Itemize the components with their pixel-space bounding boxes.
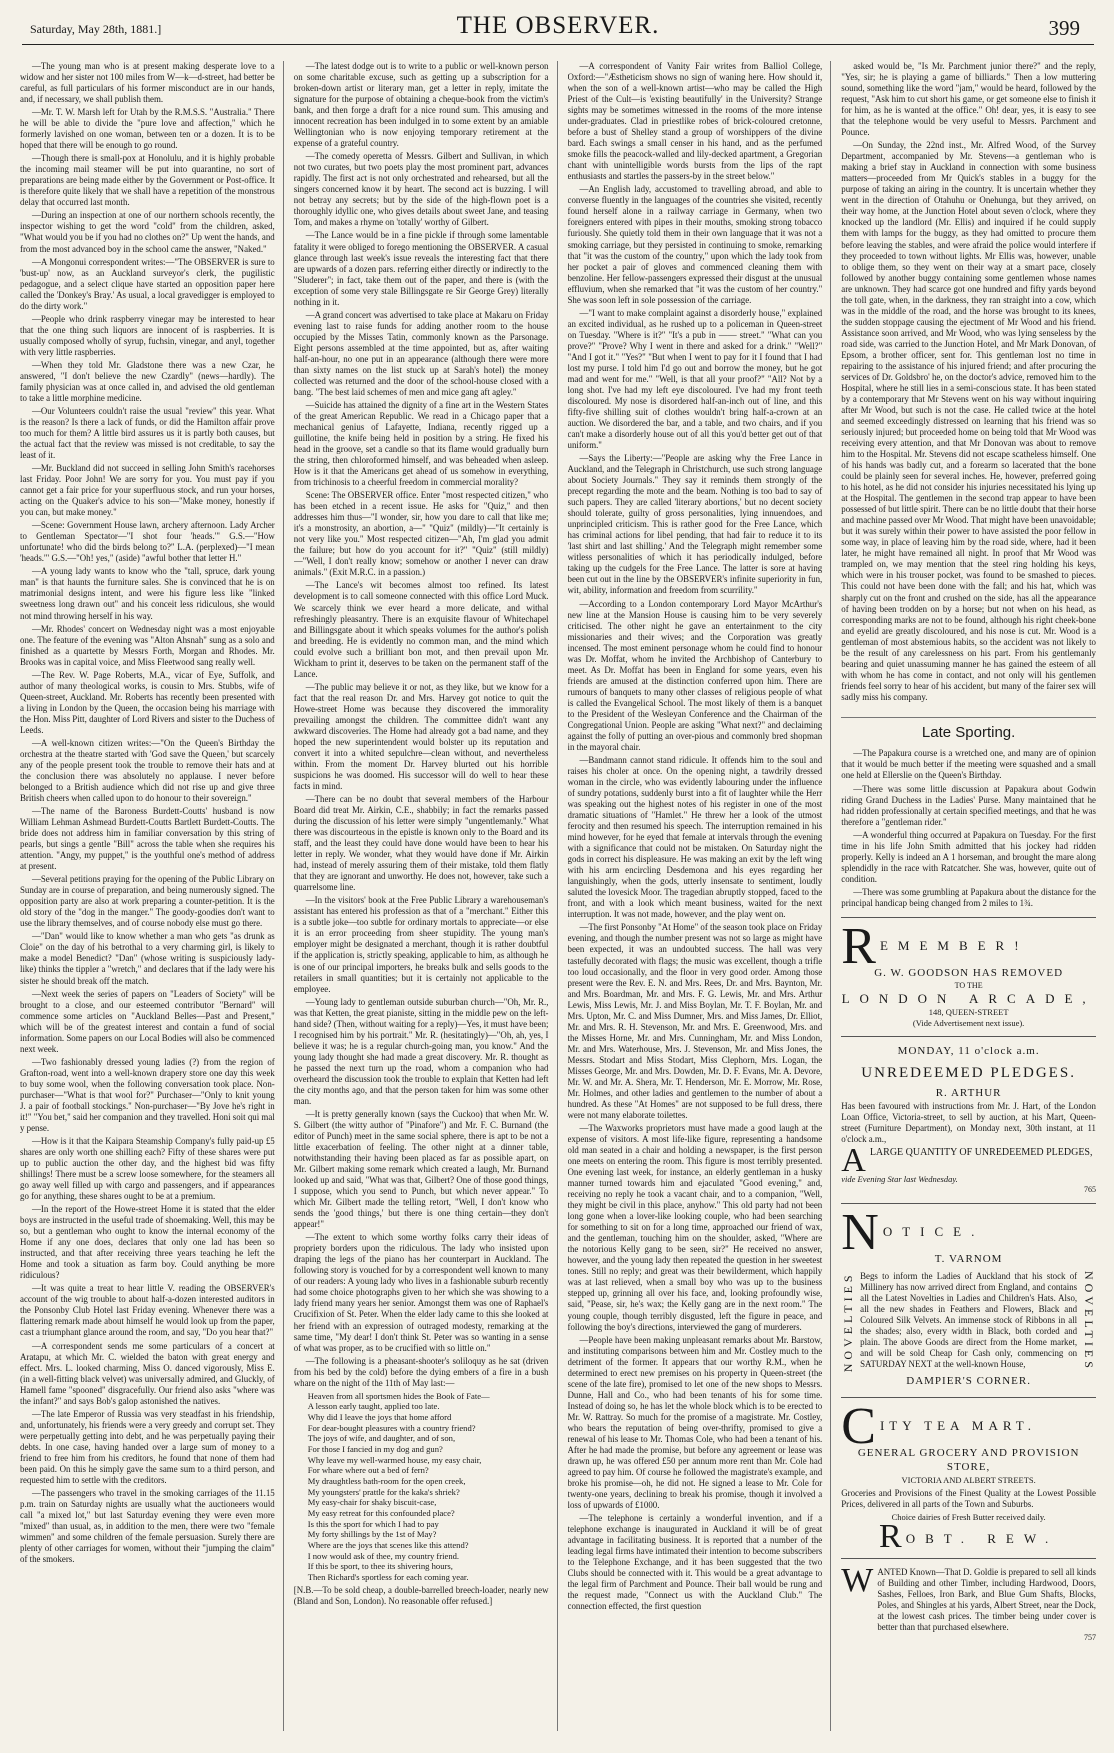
pledges-heading: UNREDEEMED PLEDGES. — [861, 1064, 1076, 1081]
article-paragraph: —The passengers who travel in the smoking carriages of the 11.15 p.m. train on Saturday nights are usually what the auctioneers would call "a mixed lot," but last Saturday evening they were even more "mixed" than usual, as, in addition to the men, there were two "female wimmen" and some children of the female persuasion. Surely there are plenty of other carriages for women, without their "jumping the claim" of the smokers. — [20, 1487, 275, 1565]
article-paragraph: —The late Emperor of Russia was very steadfast in his friendship, and, unfortunately, his friends were a very greedy and corrupt set. They were perpetually getting into debt, and he was perpetually paying their debts. In one case, having handed over a large sum of money to a friend to free him from his creditors, he found that none of them had been paid. On this he simply gave the same sum to a third person, and requested him to settle with the creditors. — [20, 1408, 275, 1485]
dampier-corner: DAMPIER'S CORNER. — [906, 1375, 1031, 1388]
article-paragraph: —A correspondent sends me some particulars of a concert at Aratapu, at which Mr. C. wielded the baton with great energy and effect. Mrs. L. looked charming, Miss O. danced vigorously, Miss E. (in a well-fitting black velvet) was universally admired, and Gluckly, of Hamell fame "spooned" disgracefully. Our friend also asks "where was the infant?" and says Bob's galop astonished the natives. — [20, 1340, 275, 1406]
varnom-name: T. VARNOM — [934, 1253, 1003, 1266]
article-paragraph: —The young man who is at present making desperate love to a widow and her sister not 100 miles from W—k—d-street, had better be careful, as full particulars of his former misconduct are in our hands, and, if necessary, we shall publish them. — [20, 61, 275, 105]
proprietor-sign: OBT. REW. — [905, 1530, 1059, 1546]
article-paragraph: —The extent to which some worthy folks carry their ideas of propriety borders upon the ridiculous. The lady who insisted upon draping the legs of the piano has her counterpart in Auckland. The following story is vouched for by a correspondent well known to many of our readers: A young lady who lives in a fashionable suburb recently had some choice photographs given to her which she was showing to a lady friend many years her senior. Amongst them was one of Raphael's Crucifixion of St. Peter. When the elder lady came to this she looked at her friend with an expression of outraged modesty, remarking at the same time, "My dear! I don't think St. Peter was so wanting in a sense of what was proper, as to be crucified with so little on." — [293, 1232, 549, 1353]
article-paragraph: —Several petitions praying for the opening of the Public Library on Sunday are in course of preparation, and being numerously signed. The opposition party are also at work preparing a counter-petition. It is the old story of the "dog in the manger." The goody-goodies don't want to use the library themselves, and of course nobody else must go there. — [20, 874, 275, 929]
column-3 — [568, 61, 832, 1731]
notice-heading: OTICE. — [882, 1223, 985, 1239]
article-paragraph: —Two fashionably dressed young ladies (?) from the region of Grafton-road, went into a well-known drapery store one day this week to buy some wool, when the following conversation took place. Non-purchaser—"What is that wool for?" Purchaser—"Only to knit young J. a pair of football stockings." Non-purchaser—"By Jove he's right in it!" "You bet," said her companion and they travelled. Honi soit qui mal y pense. — [20, 1056, 275, 1133]
tea-mart-body: Groceries and Provisions of the Finest Quality at the Lowest Possible Prices, delivered in all parts of the Town and Suburbs. — [841, 1488, 1096, 1510]
goodson-arcade: LONDON ARCADE, — [841, 990, 1096, 1006]
article-paragraph: —The comedy operetta of Messrs. Gilbert and Sullivan, in which not two curates, but two poets play the most prominent part, advances rapidly. The first act is not only orchestrated and rehearsed, but all the singers concerned know it by heart. The second act is buzzing. I will not betray any secrets; but by the side of the high-flown poet is a thoroughly idyllic one, who gives details about sweet Jane, and teasing Tom, and makes a rhyme on 'totally' worthy of Gilbert. — [293, 151, 549, 228]
article-paragraph: —Bandmann cannot stand ridicule. It offends him to the soul and raises his choler at once. On the opening night, a tawdrily dressed woman in the circle, who was evidently labouring under the influence of sundry potations, suddenly burst into a fit of laughter while the Herr was speaking out the highest notes of his register in one of the most dramatic situations of "Hamlet." He threw her a look of the utmost ferocity and then resumed his speech. The interruption remained in his mind however, for he eyed that female at intervals through the evening with a significance that could not be mistaken. On Saturday night the gods in correct his displeasure. He was making an exit by the left wing with his arm encircling Desdemona and his eyes regarding her languishingly, when the gods, utterly insensate to sentiment, loudly saluted the lovesick Moor. The tragedian abruptly stopped, faced to the front, and with a look which meant business, waited for the next interruption. It was not made, however, and the play went on. — [567, 754, 823, 920]
notice-advert — [841, 1203, 1096, 1389]
article-paragraph: asked would be, "Is Mr. Parchment junior there?" and the reply, "Yes, sir; he is playing a game of billiards." Then a low muttering sound, something like the word "jam," would be heard, followed by the request, "Ask him to cut short his game, or get someone else to finish it for him, as he is wanted at the office." Oh! dear, yes, it is easy to see that the telephone would be very useful to Messrs. Parchment and Pounce. — [841, 61, 1096, 138]
notice-body: Begs to inform the Ladies of Auckland that his stock of Millinery has now arrived direct from England, and contains all the Latest Novelties in Ladies and Children's Hats. Also, all the new shades in Feathers and Flowers, Black and Coloured Silk Velvets. An immense stock of Ribbons in all the shades; also, every width in Black, both corded and plain. The above Goods are direct from the Home market, and will be sold Cheap for Cash only, commencing on SATURDAY NEXT at the well-known House, — [860, 1270, 1078, 1370]
article-paragraph: —The telephone is certainly a wonderful invention, and if a telephone exchange is inaugurated in Auckland it will be of great advantage in facilitating business. It is reported that a number of the leading legal firms have intimated their intention to become subscribers to the Telephone Exchange, and it has been suggested that the two Clubs should be connected with it. This would be a great advantage to the legal firm of Parchment and Pounce. Their ball would be rung and the request made, "Connect us with the Auckland Club." The connection effected, the first question — [567, 1513, 823, 1612]
tea-mart-heading: ITY TEA MART. — [879, 1417, 1036, 1433]
article-paragraph: —Mr. T. W. Marsh left for Utah by the R.M.S.S. "Australia." There he will be able to divide the "pure love and affection," which he formerly lavished on one woman, between ten or a dozen. It is to be hoped that there will be enough to go round. — [20, 107, 275, 151]
columns — [20, 61, 1096, 1731]
article-paragraph: —How is it that the Kaipara Steamship Company's fully paid-up £5 shares are only worth one shilling each? Fifty of these shares were put up to public auction the other day, and the highest bid was fifty shillings! There must be a screw loose somewhere, for the steamers all go away well filled up with cargo and passengers, and if appearances go for anything, these shares ought to be at a premium. — [20, 1135, 275, 1202]
article-paragraph: —Though there is small-pox at Honolulu, and it is highly probable the incoming mail steamer will be put into quarantine, no sort of preparations are being made either by the Government or Post-office. It is therefore quite likely that we shall have a repetition of the monstrous delay that occurred last month. — [20, 153, 275, 208]
column-1 — [20, 61, 284, 1731]
article-paragraph: —The following is a pheasant-shooter's soliloquy as he sat (driven from his bed by the cold) before the dying embers of a fire in a bush whare on the night of the 11th of May last:— — [293, 1355, 549, 1388]
masthead-title: THE OBSERVER. — [456, 12, 660, 39]
divider — [841, 1036, 1096, 1037]
article-paragraph: —The public may believe it or not, as they like, but we know for a fact that the real reason Dr. and Mrs. Harvey got notice to quit the Howe-street Home was because they discovered the immorality prevailing amongst the children. The committee didn't want any awkward discoveries. The Home had already got a bad name, and they hoped the new superintendent would bolster up its reputation and convert it into a whited sepulchre—clean without, and nevertheless within. From the moment Dr. Harvey blurted out his horrible suspicions he was doomed. His successor will do well to hear these facts in mind. — [293, 681, 549, 791]
article-paragraph: —The Lance would be in a fine pickle if through some lamentable fatality it were obliged to forego mentioning the OBSERVER. A casual glance through last week's issue reveals the interesting fact that there are upwards of a dozen pars. referring either directly or indirectly to the "Sluderer"; in fact, take them out of the paper, and there is (with the exception of some very stale Billingsgate re Sir George Grey) literally nothing in it. — [293, 230, 549, 307]
advert-code: 757 — [1084, 1633, 1096, 1643]
late-sporting-list — [841, 748, 1096, 908]
soliloquy-poem: Heaven from all sportsmen hides the Book of Fate— A lesson early taught, applied too late. Why did I leave the joys that home afford For dear-bought pleasures with a country friend? The joys of wife, and daughter, and of son, For those I fancied in my dog and gun? Why leave my well-warmed house, my easy chair, For whare where out a bed of fern? My draughtless bath-room for the open creek, My youngsters' prattle for the kaka's shriek? My easy-chair for shaky biscuit-case, My easy retreat for this confounded place? Is this the sport for which I had to pay My forty shillings by the 1st of May? Where are the joys that scenes like this attend? I now would ask of thee, my country friend. If this be sport, to thee its shivering hours, Then Richard's sportless for each coming year. — [307, 1390, 490, 1582]
tea-mart-advert — [841, 1397, 1096, 1555]
column-2-articles — [294, 61, 549, 1389]
article-paragraph: —A correspondent of Vanity Fair writes from Balliol College, Oxford:—"Æstheticism shows no sign of waning here. How should it, when the son of a well-known artist—who may be called the High Priest of the Cult—is 'existing beautifully' in the University? Strange sights may be sometimes witnessed in the rooms of the more intense under-graduates. Clad in priestlike robes of brick-coloured cretonne, before a bust of Shelley stand a group of worshippers of the divine bard. Each swings a small censer in his hand, and as the perfumed smoke fills the peacock-walled and lily-decked apartment, a Gregorian chant with unintelligible words bursts from the lips of the rapt enthusiasts and startles the passers-by in the street below." — [567, 61, 823, 182]
drop-cap: W — [841, 1562, 874, 1600]
butter-line: Choice dairies of Fresh Butter received daily. — [891, 1512, 1046, 1523]
article-paragraph: —A well-known citizen writes:—"On the Queen's Birthday the orchestra at the theatre started with 'God save the Queen,' but scarcely any of the people present took the trouble to remove their hats and at the conclusion there was absolutely no applause. I never before belonged to a British audience which did not rise up and give three British cheers when called upon to do honour to their sovereign." — [20, 737, 275, 803]
page-header — [22, 0, 1094, 45]
auctioneer-name: R. ARTHUR — [935, 1087, 1002, 1100]
divider — [841, 917, 1096, 918]
goodson-to: TO THE — [954, 981, 983, 991]
goodson-address: 148, QUEEN-STREET — [928, 1007, 1009, 1018]
article-paragraph: —During an inspection at one of our northern schools recently, the inspector wishing to get the word "cold" from the children, asked, "What would you be if you had no clothes on?" Up went the hands, and from the most advanced boy in the school came the answer, "Naked." — [20, 210, 275, 254]
issue-date: Saturday, May 28th, 1881.] — [30, 22, 162, 36]
sporting-item: —The Papakura course is a wretched one, and many are of opinion that it would be much better if the meeting were squashed and a small one held at Ellerslie on the Queen's Birthday. — [841, 748, 1096, 781]
article-paragraph: —"I want to make complaint against a disorderly house," explained an excited individual, as he rushed up to a policeman in Queen-street on Tuesday. "Where is it?" "It's a pub in —— street." "What can you prove?" "Prove? Why I went in there and asked for a drink." "Well?" "And I got it." "Yes?" "But when I went to pay for it I found that I had lost my purse. I told him I'd go out and borrow the money, but he got mad and went for me." "Well, is that all your proof?" "All? Not by a long shot. I've had my left eye discoloured. I've had my front teeth discoloured. My nose is disordered half-an-inch out of line, and this fifty-five shilling suit of clothes wouldn't bring half-a-crown at an auction. We disordered the bar, and a table, and two chairs, and if you can't make a disorderly house out of all this you'd better get out of that uniform." — [567, 307, 823, 451]
article-paragraph: —Our Volunteers couldn't raise the usual "review" this year. What is the reason? Is there a lack of funds, or did the Hamilton affair prove too much for them? A little bird assures us it is partly both causes, but the actual fact that the review was missed is not creditable, to say the least of it. — [20, 405, 275, 461]
article-paragraph: —Young lady to gentleman outside suburban church—"Oh, Mr. R., was that Ketten, the great pianiste, sitting in the middle pew on the left-hand side? (Then, without waiting for a reply)—Yes, it must have been; I recognised him by his portrait." Mr. R. (hesitatingly)—"Oh, ah, yes, I believe it was; he is a regular church-going man, you know." And the young lady thought she had made a great discovery. Mr. R. thought as he passed the next turn up the road, whom a companion who had overheard the discussion took the trouble to explain that Ketten had left the city months ago, and that the person taken for him was some other man. — [293, 996, 549, 1106]
article-paragraph: —Scene: Government House lawn, archery afternoon. Lady Archer to Gentleman Spectator—"I shot four 'heads.'" G.S.—"How unfortunate! who did the birds belong to?" L.A. (perplexed)—"I mean 'heads.'" G.S.—"Oh! yes," (aside) "awful bother that letter H." — [20, 520, 275, 564]
column-4-articles — [841, 61, 1096, 703]
drop-cap: C — [841, 1397, 876, 1455]
tea-mart-address: VICTORIA AND ALBERT STREETS. — [901, 1474, 1036, 1485]
auction-date: MONDAY, 11 o'clock a.m. — [897, 1045, 1040, 1058]
article-paragraph: —On Sunday, the 22nd inst., Mr. Alfred Wood, of the Survey Department, accompanied by Mr. Stevens—a gentleman who is making a brief stay in Auckland in connection with some business matters—proceeded from Mr Quick's stables in a buggy for the purpose of taking an airing in the country. It is uncertain whether they went in the direction of Otahuhu or Onehunga, but they arrived, on their way home, at the Junction Hotel about seven o'clock, where they knocked up the landlord (Mr. Ellis) and inquired if he could supply them with lamps for the buggy, as they had omitted to procure them before leaving the stables, and were afraid the police would interfere if they proceeded to town without lights. Mr Ellis was, however, unable to oblige them, so they went on their way at a smart pace, closely followed by another buggy containing some gentlemen whose names are unknown. They had scarce got one hundred and fifty yards beyond the toll gate, when, in the darkness, they ran straight into a cow, which was in the middle of the road, and the horse was brought to its knees, the sudden stoppage causing the ejectment of Mr Wood and his friend. Assistance soon arrived, and Mr Wood, who was lying senseless by the road side, was carried to the Junction Hotel, and Mr Mark Donovan, of Epsom, a brother officer, sent for. This gentleman lost no time in repairing to the assistance of his injured friend; and after procuring the services of Dr. Goldsbro' he, on the doctor's advice, removed him to the Hospital, where he still lies in a semi-conscious state. It has been stated by a contemporary that Mr Stevens went on his way without inquiring after Mr Wood, but such is not the case. He called twice at the hotel and seemed exceedingly distressed on learning that his friend was so seriously injured; but proceeded home on being told that Mr Wood was receiving every attention, and that Mr Donovan was about to remove him to the Hospital. Mr. Stevens did not escape scatheless himself. One of his hands was badly cut, and a forearm so lacerated that the bone could be plainly seen for several inches. He, however, preferred going to his hotel, as he did not consider his injuries necessitated his lying up at the Hospital. The gentlemen in the second trap appear to have been possessed of but little spirit. There can be no little doubt that their horse and machine passed over Mr Wood. That might have been unavoidable; but it was surely within their power to have assisted the poor fellow in some way, in place of leaving him by the road side, where, had it been later, he might have remained all night. In proof that Mr Wood was trampled on, we may mention that the steel ring holding his keys, which were in his trouser pocket, was found to be smashed to pieces. This could not have been done with the fall; and his hat, which was sharply cut on the front and crushed on the side, has all the appearance of having been trodden on by a horse; but not when on his head, as corresponding marks are not to be found, although his right cheek-bone and eyelid are greatly discoloured, and his nose is cut. Mr. Wood is a gentleman of most abstemious habits, so the accident was not likely to be the result of any carelessness on his part. From his gentlemanly bearing and quiet unassuming manner he has gained the esteem of all with whom he has come in contact, and not only will his gentlemen friends feel sorry to hear of his accident, but many of the fairer sex will sadly miss his company. — [841, 140, 1096, 702]
goodson-vide: (Vide Advertisement next issue). — [912, 1017, 1025, 1028]
article-paragraph: —In the report of the Howe-street Home it is stated that the elder boys are instructed in the useful trade of shoemaking. Well, this may be so, but a gentleman who ought to know the internal economy of the Home if any one does, declares that only one lad has been so instructed, and that after receiving three years teaching he left the Home and took a situation as farm boy. Could anything be more ridiculous? — [20, 1204, 275, 1281]
sporting-item: —There was some little discussion at Papakura about Godwin riding Grand Duchess in the Ladies' Purse. Many maintained that he had ridden professionally at certain specified meetings, and that he was therefore a "gentleman rider." — [841, 783, 1096, 827]
divider — [841, 1203, 1096, 1204]
column-4 — [841, 61, 1096, 1731]
drop-cap: R — [841, 917, 876, 975]
drop-cap: N — [841, 1203, 879, 1261]
grocery-line: GENERAL GROCERY AND PROVISION STORE, — [857, 1447, 1080, 1474]
article-paragraph: —The name of the Baroness Burdett-Coutts' husband is now William Lehman Ashmead Burdett-Coutts Bartlett Burdett-Coutts. The bride does not address him in familiar conversation by this string of pearls, but sings a gentle "Bill" across the table when she requires his attention. "Angy, my puppet," is the youthful one's method of address at present. — [20, 806, 275, 872]
remember-heading: EMEMBER! — [879, 937, 1029, 953]
column-2 — [294, 61, 558, 1731]
article-paragraph: —According to a London contemporary Lord Mayor McArthur's new line at the Mansion House is causing him to be very severely criticised. The other night he gave an entertainment to the city missionaries and their wives; and the Corporation was greatly incensed. The most eminent personage whom he could find to honour was Dr. Moffat, whom he invited the Archbishop of Canterbury to meet. As Dr. Moffat has been in England for some years, even his friends are amused at the distinction conferred upon him. There are rumours of banquets to many other classes of religious people of what is called the Evangelical School. The most likely of them is a banquet to the President of the Wesleyan Conference and the Chairman of the Congregational Union. People are asking "What next?" and declaiming against the folly of putting an over-pious and commonly bred shopman in the mayoral chair. — [567, 598, 823, 752]
article-paragraph: —The Waxworks proprietors must have made a good laugh at the expense of visitors. A most life-like figure, representing a handsome old man seated in a chair and holding a newspaper, is the first person one meets on entering the room. This figure is most terribly presented. One evening last week, for instance, an elderly gentleman in a husky manner turned towards him and ejaculated "Good evening," and, receiving no reply he took a vacant chair, and to a companion, "Well, they might be civil in this place, anyhow." This old party had not been long gone when a lover-like looking couple, who had been searching for something to sit on for a long time, approached our friend of wax, and the gentleman, touching him on the shoulder, asked, "Where are the notorious Kelly gang to be seen, sir?" He received no answer, however, and the young lady then repeated the question in her sweetest tones. Still no reply; and great was their bewilderment, which happily was at last relieved, when a small boy who was up to the business stepped up, grinning all over his face, and, looking profoundly wise, said, "Pease, sir, he's wax; the Kelly gang are in the next room." The young couple, though terribly disgusted, left the figure in peace, and following the boy's directions, interviewed the gang of murderers. — [567, 1122, 823, 1332]
advert-code: 765 — [1084, 1184, 1096, 1194]
novelties-left: NOVELTIES — [841, 1271, 856, 1373]
pledges-vide: vide Evening Star last Wednesday. — [841, 1174, 958, 1185]
page-number: 399 — [1048, 16, 1080, 40]
article-paragraph: —Mr. Buckland did not succeed in selling John Smith's racehorses last Friday. Poor John! We are sorry for you. You must pay if you cannot get a fair price for your superfluous stock, and run your horses, acting on the Quaker's advice to his son—"Make money, honestly if you can, but make money." — [20, 463, 275, 518]
goldie-body: ANTED Known—That D. Goldie is prepared to sell all kinds of Building and other Timber, including Hardwood, Doors, Sashes, Felloes, Iron Bark, and Blue Gum Shafts, Blocks, Poles, and Shingles at his yards, Albert Street, near the Dock, at the lowest cash prices. The timber being under cover is better than that purchased elsewhere. — [877, 1567, 1096, 1633]
article-paragraph: —Suicide has attained the dignity of a fine art in the Western States of the great American Republic. We read in a Chicago paper that a mechanical genius of Lafayette, Indiana, recently rigged up a guillotine, the knife being held in position by a string. He fixed his head in the groove, set a candle so that its flame would gradually burn the string, then chloroformed himself, and was beheaded when asleep. How is it that the Americans get ahead of us somehow in everything, from trichinosis to a cheerful freedom in commercial morality? — [293, 399, 549, 488]
article-paragraph: —It was quite a treat to hear little V. reading the OBSERVER's account of the wig trouble to about half-a-dozen interested auditors in the Ponsonby Club Hotel last Friday evening. Whenever there was a flattering remark made about himself he would look up from the paper, cast a triumphant glance around the room, and say, "Do you hear that?" — [20, 1283, 275, 1338]
article-paragraph: —People who drink raspberry vinegar may be interested to hear that the one thing such liquors are innocent of is raspberries. It is usually composed wholly of syrup, fuchsin, vinegar, and anyl, together with very little raspberries. — [20, 313, 275, 357]
goodson-line: G. W. GOODSON HAS REMOVED — [874, 967, 1064, 980]
article-paragraph: —An English lady, accustomed to travelling abroad, and able to converse fluently in the languages of the countries she visited, recently found herself alone in a railway carriage in Germany, when two foreigners entered with pipes in their mouths, smoking strong tobacco furiously. She quietly told them in their own language that it was not a smoking carriage, but they persisted in continuing to smoke, remarking that "it was the custom of the country," upon which the lady took from her pocket a pair of gloves and commenced cleaning them with benzoline. Her fellow-passengers expressed their disgust at the unusual effluvium, when she remarked that "it was the custom of her country." She was soon left in sole possession of the carriage. — [567, 184, 823, 305]
poem-note: [N.B.—To be sold cheap, a double-barrelled breech-loader, nearly new (Bland and Son, London). No reasonable offer refused.] — [293, 1584, 549, 1606]
article-paragraph: —People have been making unpleasant remarks about Mr. Barstow, and instituting comparisons between him and Mr. Costley much to the detriment of the former. It appears that our worthy R.M., when he determined to erect new premises on his property in Queen-street (the scene of the late fire), promised to let one of the new shops to Messrs. Dunne, Hall and Co., who had been tenants of his for some time. Instead of doing so, he has let the whole block which is to be erected to Mr. W. Rattray. So much for the promise of a magistrate. Mr. Costley, who bears the reputation of being over-thrifty, promised to give a renewal of his lease to Mr. Thomas Cole, who had been a tenant of his. After he had made the promise, but before any agreement or lease was drawn up, he was offered £50 per annum more rent than Mr. Cole had agreed to pay him. Of course he followed the magistrate's example, and broke his promise—oh, he did not. He signed a lease to Mr. Cole for twenty-one years, declining to break his promise, though it involved a loss of upwards of £1000. — [567, 1334, 823, 1511]
late-sporting-heading: Late Sporting. — [841, 717, 1096, 743]
sporting-item: —A wonderful thing occurred at Papakura on Tuesday. For the first time in his life John Smith admitted that his jockey had ridden properly. Kelly is indeed an A 1 horseman, and brought the mare along splendidly in the race with Ratcatcher. She was, however, quite out of condition. — [841, 829, 1096, 884]
divider — [841, 1558, 1096, 1559]
pledges-quantity: LARGE QUANTITY OF UNREDEEMED PLEDGES, — [869, 1147, 1093, 1159]
drop-cap: A — [841, 1142, 866, 1180]
arthur-advert — [841, 1045, 1096, 1195]
article-paragraph: —A Mongonui correspondent writes:—"The OBSERVER is sure to 'bust-up' now, as an Auckland surveyor's clerk, the pugilistic pedagogue, and a select clique have started an opposition paper here called the 'Donkey's Bray.' As usual, a local gravedigger is employed to do the dirty work." — [20, 256, 275, 311]
novelties-right: NOVELTIES — [1082, 1271, 1096, 1373]
goldie-advert — [841, 1562, 1096, 1643]
article-paragraph: —The first Ponsonby "At Home" of the season took place on Friday evening, and though the number present was not so large as might have been expected, it was an undoubted success. The hall was very tastefully decorated with flags; the music was excellent, though a trifle too loud occasionally, and the floor in very good order. Among those present were the Rev. E. N. and Mrs. Rees, Dr. and Mrs. Baynton, Mr. and Mrs. Boardman, Mr. and Mrs. F. G. Lewis, Mr. and Mrs. Arthur Lewis, Miss Lewis, Mr. J. and Miss Boylan, Mr. T. F. Boylan, Mr. and Mrs. Upton, Mr. C. and Miss Dumner, Mrs. and Miss James, Dr. Elliot, Mr. and Mrs. R. H. Stevenson, Mr. and Mrs. E. Greenwood, Mrs. and the Misses Horne, Mr. and Mrs. Cunningham, Mr. and Miss London, Mr. and Mrs. Waterhouse, Mrs. J. Stevenson, Mr. and Miss Jones, the Messrs. Stodart and Miss Stodart, Miss Clephorn, Mrs. Logan, the Misses George, Mr. and Mrs. Dowden, Mr. D. F. Evans, Mr. A. Devore, Mr. W. and Mr. A. Shera, Mr. T. Henderson, Mr. E. Morrow, Mr. Rose, Mr. Holmes, and other ladies and gentlemen to the number of about a hundred. As these "At Homes" are not supposed to be full dress, there were not many elaborate toilettes. — [567, 922, 823, 1120]
divider — [841, 1397, 1096, 1398]
article-paragraph: —Next week the series of papers on "Leaders of Society" will be brought to a close, and our esteemed contributor "Bernard" will commence some articles on "Auckland Belles—Past and Present," which will be of the greatest interest and contain a fund of social information. Some papers on our Local Bodies will also be commenced next week. — [20, 988, 275, 1054]
article-paragraph: —Mr. Rhodes' concert on Wednesday night was a most enjoyable one. The feature of the evening was "Alton Ahsnah" sung as a solo and finished as a quartette by Messrs Forth, Morgan and Rhodes. Mr. Brooks was in capital voice, and Miss Fleetwood sang really well. — [20, 623, 275, 667]
goodson-advert — [841, 917, 1096, 1028]
article-paragraph: —The latest dodge out is to write to a public or well-known person on some charitable excuse, such as getting up a subscription for a broken-down artist or literary man, get a letter in reply, imitate the signature for the purpose of obtaining a cheque-book from the victim's bank, and then forge a draft for a nice round sum. This amusing and innocent recreation has been indulged in to some extent by an amiable Wellingtonian who is now enjoying temporary retirement at the expense of a grateful country. — [293, 61, 549, 149]
article-paragraph: —When they told Mr. Gladstone there was a new Czar, he answered, "I don't believe the new Czardly" (news—hardly). The family physician was at once called in, and advised the old gentleman to take a little morphine medicine. — [20, 359, 275, 403]
sporting-item: —There was some grumbling at Papakura about the distance for the principal handicap being changed from 2 miles to 1¾. — [841, 886, 1096, 908]
article-paragraph: Scene: The OBSERVER office. Enter "most respected citizen," who has been etched in a recent issue. He asks for "Quiz," and then addresses him thus—"I wonder, sir, how you dare to call that like me; it's a monstrosity, an abortion, a—" "Quiz" (mildly)—"It certainly is not very like you." Most respected citizen—"Ah, I'm glad you admit the failure; but how do you account for it?" "Quiz" (still mildly)—"Well, I don't really know; somehow or another I never can draw animals." (Exit M.R.C. in a passion.) — [293, 490, 549, 578]
article-paragraph: —In the visitors' book at the Free Public Library a warehouseman's assistant has entered his profession as that of a "merchant." Either this is a subtle joke—too subtle for ordinary mortals to appreciate—or else it is an error proceeding from sheer stupidity. The young man's employer might be designated a merchant, though it is rather doubtful if the application is, strictly speaking, applicable to him, as although he is one of our principal importers, he breaks bulk and sells goods to the retailers in small quantities; but it is certainly not applicable to the employee. — [293, 895, 549, 994]
article-paragraph: —It is pretty generally known (says the Cuckoo) that when Mr. W. S. Gilbert (the witty author of "Pinafore") and Mr. F. C. Burnand (the editor of Punch) meet in the same social sphere, there is apt to be not a little exacerbation of feeling. The other night at a dinner table, notwithstanding their having been placed as far as possible apart, on Mr. Gilbert making some remark which created a laugh, Mr. Burnand looked up and said, "What was that, Gilbert? One of those good things, I suppose, which you send to Punch, but which never appear." To which Mr. Gilbert made the telling retort, "Well, I don't know who sends the 'good things,' but there is one thing certain—they don't appear!" — [293, 1108, 549, 1230]
article-paragraph: —The Lance's wit becomes almost too refined. Its latest development is to call someone connected with this office Lord Muck. We scarcely think we ever heard a more delicate, and withal refreshingly pleasantry. There is an exquisite flavour of Whitechapel and Billingsgate about it which speaks volumes for the author's polish and breeding. He is evidently no common man, and the mind which could evolve such a brilliant bon mot, and then prevail upon Mr. Wickham to print it, deserves to be taken on the permanent staff of the Lance. — [293, 580, 549, 679]
drop-cap: R — [879, 1517, 902, 1555]
article-paragraph: —A grand concert was advertised to take place at Makaru on Friday evening last to raise funds for adding another room to the house occupied by the Misses Tatin, commonly known as the Parsonage. Eight persons assembled at the time appointed, but as, after waiting half-an-hour, no one put in an appearance (although there were more than sixty names on the list stuck up at Sarah's hotel) the money collected was returned and the door of the school-house closed with a bang. "The best laid schemes of men and mice gang aft agley." — [293, 309, 549, 397]
article-paragraph: —A young lady wants to know who the "tall, spruce, dark young man" is that haunts the furniture sales. She is convinced that he is on matrimonial designs intent, and were his figure less like "linked sweetness long drawn out" and his conceit less ridiculous, she would not mind throwing herself in his way. — [20, 566, 275, 621]
article-paragraph: —There can be no doubt that several members of the Harbour Board did treat Mr. Airkin, C.E., shabbily; in fact the remarks passed during the discussion of his letter were simply "ungentlemanly." What there was discourteous in the epistle is known only to the Board and its staff, and the least they could have done would have been to hear his letter in reply. We wonder, what they would have done if Mr. Airkin had, instead of merely assuring them of their mistake, told them flatly that they are ignorant and unworthy. He does not, however, take such a quarrelsome line. — [293, 794, 549, 893]
article-paragraph: —The Rev. W. Page Roberts, M.A., vicar of Eye, Suffolk, and author of many theological works, is cousin to Mrs. Stubbs, wife of Queen-street, Auckland. Mr. Roberts has recently been presented with a living in London by the Queen, the occasion being his marriage with the Hon. Miss Pitt, daughter of Lord Rivers and sister to the Duchess of Leeds. — [20, 669, 275, 735]
article-paragraph: —"Dan" would like to know whether a man who gets "as drunk as Cloie" on the day of his betrothal to a very charming girl, is likely to make a model Benedict? "Dan" (whose writing is suspiciously lady-like) thinks the tippler a "wretch," and declares that if the lady were his sister he should break off the match. — [20, 931, 275, 986]
article-paragraph: —Says the Liberty:—"People are asking why the Free Lance in Auckland, and the Telegraph in Christchurch, use such strong language about Society Journals." They say it reminds them strongly of the precept regarding the mote and the beam. Nothing is too bad to say of such papers. They are called 'literary abortions,' but no decent society should tolerate, guilty of gross personalities, lying innuendoes, and unprincipled criticism. This is rather good for the Free Lance, which has criminal actions for libel pending, that had fair to reduce it to its 'last shirt and last shilling.' And the Telegraph might remember some witless personalities of which it has periodically indulged, before taking up the cudgels for the Free Lance. The latter is sore at having been cut out in the line by the OBSERVER's infinite superiority in fun, wit, ability, information and freedom from scurrility." — [567, 453, 823, 596]
arthur-body: Has been favoured with instructions from Mr. J. Hart, of the London Loan Office, Victoria-street, to sell by auction, at his Mart, Queen-street (Furniture Department), on Monday next, 30th instant, at 11 o'clock a.m., — [841, 1100, 1096, 1145]
